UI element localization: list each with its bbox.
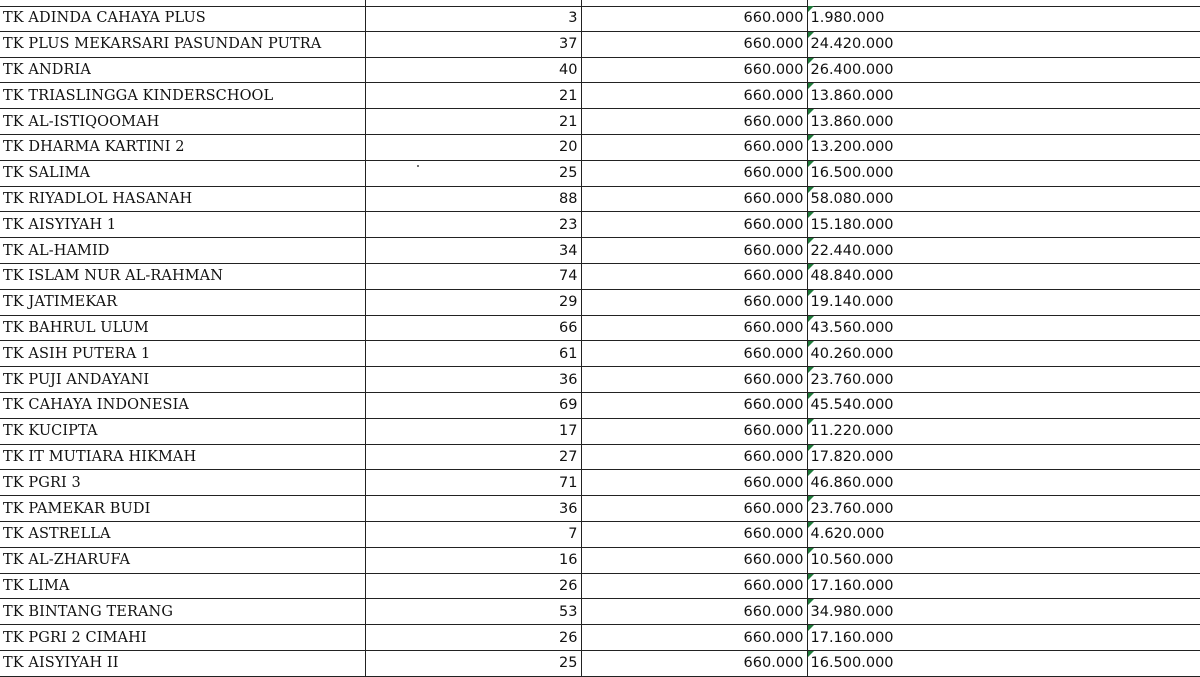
table-row: [0, 186, 1200, 212]
table-row: [0, 444, 1200, 470]
cell-school-name[interactable]: TK ASTRELLA: [0, 521, 365, 547]
table-row: [0, 470, 1200, 496]
cell-total-amount[interactable]: 16.500.000: [807, 650, 1200, 676]
cell-school-name[interactable]: TK PLUS MEKARSARI PASUNDAN PUTRA: [0, 31, 365, 57]
cell-student-count[interactable]: 21: [365, 83, 581, 109]
cell-student-count[interactable]: 53: [365, 599, 581, 625]
cell-total-amount[interactable]: 45.540.000: [807, 392, 1200, 418]
table-row: [0, 6, 1200, 31]
cell-total-amount[interactable]: 48.840.000: [807, 263, 1200, 289]
cell-unit-amount[interactable]: 660.000: [581, 650, 807, 676]
cell-student-count[interactable]: 26: [365, 625, 581, 651]
cell-student-count[interactable]: 74: [365, 263, 581, 289]
cell-unit-amount[interactable]: 660.000: [581, 263, 807, 289]
cell-student-count[interactable]: 29: [365, 289, 581, 315]
cell-student-count[interactable]: 69: [365, 392, 581, 418]
cell-unit-amount[interactable]: 660.000: [581, 392, 807, 418]
cell-total-amount[interactable]: 26.400.000: [807, 57, 1200, 83]
cell-school-name[interactable]: TK IT MUTIARA HIKMAH: [0, 444, 365, 470]
table-row: [0, 599, 1200, 625]
cell-unit-amount[interactable]: 660.000: [581, 315, 807, 341]
cell-student-count[interactable]: 66: [365, 315, 581, 341]
cell-unit-amount[interactable]: 660.000: [581, 83, 807, 109]
cell-unit-amount[interactable]: 660.000: [581, 496, 807, 522]
cell-student-count[interactable]: 88: [365, 186, 581, 212]
table-row: [0, 212, 1200, 238]
table-row: [0, 547, 1200, 573]
cell-student-count[interactable]: 20: [365, 134, 581, 160]
cell-unit-amount[interactable]: 660.000: [581, 160, 807, 186]
cell-school-name[interactable]: TK JATIMEKAR: [0, 289, 365, 315]
cell-student-count[interactable]: 37: [365, 31, 581, 57]
table-row: [0, 496, 1200, 522]
cell-student-count[interactable]: 34: [365, 238, 581, 264]
cell-total-amount[interactable]: 19.140.000: [807, 289, 1200, 315]
cell-unit-amount[interactable]: 660.000: [581, 31, 807, 57]
cell-unit-amount[interactable]: 660.000: [581, 186, 807, 212]
cell-student-count[interactable]: 21: [365, 109, 581, 135]
cell-school-name[interactable]: TK AL-ZHARUFA: [0, 547, 365, 573]
cell-total-amount[interactable]: 43.560.000: [807, 315, 1200, 341]
cell-total-amount[interactable]: 24.420.000: [807, 31, 1200, 57]
cell-total-amount[interactable]: 4.620.000: [807, 521, 1200, 547]
cell-total-amount[interactable]: 1.980.000: [807, 6, 1200, 31]
table-row: [0, 134, 1200, 160]
cell-unit-amount[interactable]: 660.000: [581, 470, 807, 496]
cell-total-amount[interactable]: 13.860.000: [807, 83, 1200, 109]
cell-school-name[interactable]: TK PAMEKAR BUDI: [0, 496, 365, 522]
cell-school-name[interactable]: TK TRIASLINGGA KINDERSCHOOL: [0, 83, 365, 109]
cell-unit-amount[interactable]: 660.000: [581, 521, 807, 547]
cell-school-name[interactable]: TK RIYADLOL HASANAH: [0, 186, 365, 212]
table-row: [0, 418, 1200, 444]
cell-unit-amount[interactable]: 660.000: [581, 6, 807, 31]
cell-unit-amount[interactable]: 660.000: [581, 573, 807, 599]
cell-unit-amount[interactable]: 660.000: [581, 547, 807, 573]
cell-total-amount[interactable]: 17.160.000: [807, 573, 1200, 599]
cell-unit-amount[interactable]: 660.000: [581, 109, 807, 135]
cell-school-name[interactable]: TK AL-HAMID: [0, 238, 365, 264]
cell-total-amount[interactable]: 58.080.000: [807, 186, 1200, 212]
cell-unit-amount[interactable]: 660.000: [581, 57, 807, 83]
cell-school-name[interactable]: TK PUJI ANDAYANI: [0, 367, 365, 393]
spreadsheet-body: [0, 6, 1200, 676]
cell-school-name[interactable]: TK CAHAYA INDONESIA: [0, 392, 365, 418]
cell-school-name[interactable]: TK AISYIYAH 1: [0, 212, 365, 238]
cell-student-count[interactable]: 61: [365, 341, 581, 367]
cell-student-count[interactable]: 71: [365, 470, 581, 496]
cell-total-amount[interactable]: 17.160.000: [807, 625, 1200, 651]
cell-student-count[interactable]: 26: [365, 573, 581, 599]
table-row: [0, 521, 1200, 547]
cell-student-count[interactable]: 36: [365, 367, 581, 393]
table-row: [0, 650, 1200, 676]
table-row: [0, 160, 1200, 186]
table-row: [0, 83, 1200, 109]
spreadsheet-grid: [0, 6, 1200, 677]
table-row: [0, 238, 1200, 264]
cell-total-amount[interactable]: 15.180.000: [807, 212, 1200, 238]
cell-school-name[interactable]: TK ASIH PUTERA 1: [0, 341, 365, 367]
cell-total-amount[interactable]: 34.980.000: [807, 599, 1200, 625]
cell-school-name[interactable]: TK DHARMA KARTINI 2: [0, 134, 365, 160]
cell-unit-amount[interactable]: 660.000: [581, 625, 807, 651]
cell-total-amount[interactable]: 23.760.000: [807, 367, 1200, 393]
cell-total-amount[interactable]: 40.260.000: [807, 341, 1200, 367]
table-row: [0, 315, 1200, 341]
cell-student-count[interactable]: 17: [365, 418, 581, 444]
cell-student-count[interactable]: 27: [365, 444, 581, 470]
cell-school-name[interactable]: TK PGRI 2 CIMAHI: [0, 625, 365, 651]
table-row: [0, 109, 1200, 135]
cell-school-name[interactable]: TK ANDRIA: [0, 57, 365, 83]
cell-total-amount[interactable]: 13.860.000: [807, 109, 1200, 135]
cell-student-count[interactable]: 16: [365, 547, 581, 573]
cell-unit-amount[interactable]: 660.000: [581, 341, 807, 367]
cell-unit-amount[interactable]: 660.000: [581, 367, 807, 393]
cell-student-count[interactable]: 25: [365, 160, 581, 186]
cell-unit-amount[interactable]: 660.000: [581, 289, 807, 315]
cell-unit-amount[interactable]: 660.000: [581, 444, 807, 470]
cell-unit-amount[interactable]: 660.000: [581, 599, 807, 625]
cell-student-count[interactable]: 23: [365, 212, 581, 238]
cell-student-count[interactable]: 3: [365, 6, 581, 31]
cell-total-amount[interactable]: 22.440.000: [807, 238, 1200, 264]
cell-total-amount[interactable]: 13.200.000: [807, 134, 1200, 160]
table-row: [0, 31, 1200, 57]
stray-mark: [417, 165, 419, 167]
cell-total-amount[interactable]: 16.500.000: [807, 160, 1200, 186]
cell-total-amount[interactable]: 10.560.000: [807, 547, 1200, 573]
cell-unit-amount[interactable]: 660.000: [581, 418, 807, 444]
cell-school-name[interactable]: TK AL-ISTIQOOMAH: [0, 109, 365, 135]
table-row: [0, 57, 1200, 83]
cell-school-name[interactable]: TK AISYIYAH II: [0, 650, 365, 676]
table-row: [0, 367, 1200, 393]
table-row: [0, 263, 1200, 289]
table-row: [0, 392, 1200, 418]
cell-student-count[interactable]: 36: [365, 496, 581, 522]
cell-total-amount[interactable]: 23.760.000: [807, 496, 1200, 522]
cell-school-name[interactable]: TK BAHRUL ULUM: [0, 315, 365, 341]
cell-school-name[interactable]: TK ISLAM NUR AL-RAHMAN: [0, 263, 365, 289]
table-row: [0, 573, 1200, 599]
cell-school-name[interactable]: TK SALIMA: [0, 160, 365, 186]
cell-school-name[interactable]: TK BINTANG TERANG: [0, 599, 365, 625]
cell-school-name[interactable]: TK PGRI 3: [0, 470, 365, 496]
cell-unit-amount[interactable]: 660.000: [581, 134, 807, 160]
cell-unit-amount[interactable]: 660.000: [581, 238, 807, 264]
cell-school-name[interactable]: TK KUCIPTA: [0, 418, 365, 444]
cell-school-name[interactable]: TK ADINDA CAHAYA PLUS: [0, 6, 365, 31]
cell-student-count[interactable]: 25: [365, 650, 581, 676]
table-row: [0, 341, 1200, 367]
cell-student-count[interactable]: 40: [365, 57, 581, 83]
table-row: [0, 625, 1200, 651]
cell-school-name[interactable]: TK LIMA: [0, 573, 365, 599]
cell-total-amount[interactable]: 46.860.000: [807, 470, 1200, 496]
cell-unit-amount[interactable]: 660.000: [581, 212, 807, 238]
cell-student-count[interactable]: 7: [365, 521, 581, 547]
table-row: [0, 289, 1200, 315]
cell-total-amount[interactable]: 11.220.000: [807, 418, 1200, 444]
cell-total-amount[interactable]: 17.820.000: [807, 444, 1200, 470]
